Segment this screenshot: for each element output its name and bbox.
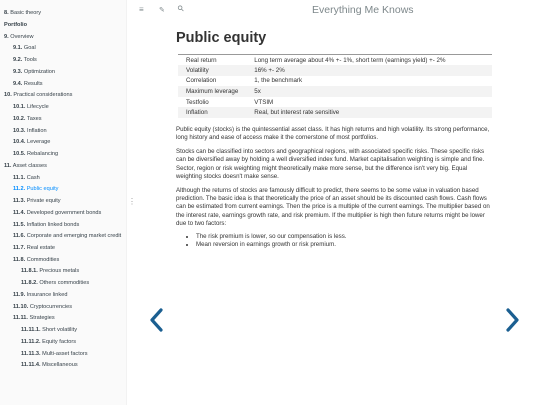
sidebar-item[interactable]	[0, 55, 127, 67]
sidebar-item-label: Short volatility	[42, 327, 77, 333]
sidebar-item-number: 11.11.2.	[21, 338, 41, 345]
sidebar-item[interactable]	[0, 266, 127, 278]
chevron-left-icon	[143, 305, 171, 335]
factor-list	[176, 233, 492, 250]
table-value-cell: 1, the benchmark	[254, 77, 303, 85]
table-key-cell: Real return	[186, 56, 217, 64]
table-value-cell: Long term average about 4% +- 1%, short term (earnings yield) +- 2%	[254, 56, 446, 64]
sidebar-item[interactable]	[0, 349, 127, 361]
table-row	[178, 107, 492, 118]
sidebar-item-label: Precious metals	[39, 268, 80, 275]
sidebar-item-label: Commodities	[26, 256, 60, 263]
search-icon[interactable]: ⚲	[175, 3, 187, 14]
sidebar-item[interactable]	[0, 220, 127, 232]
sidebar-item-number: 11.1.	[13, 174, 26, 181]
sidebar-item-label: Miscellaneous	[42, 362, 78, 369]
sidebar-item[interactable]	[0, 67, 127, 79]
sidebar-item-label: Rebalancing	[27, 151, 59, 157]
sidebar-item-number: 11.5.	[13, 221, 26, 228]
sidebar-item-label: Developed government bonds	[26, 209, 102, 216]
sidebar-item-label: Goal	[23, 45, 36, 52]
sidebar-item-number: 11.11.1.	[21, 327, 41, 333]
sidebar-item[interactable]	[0, 313, 127, 325]
sidebar-item-label: Basic theory	[10, 10, 42, 16]
sidebar-item-label: Real estate	[26, 244, 55, 251]
sidebar-item[interactable]	[0, 231, 127, 243]
sidebar-item-label: Practical considerations	[13, 92, 73, 99]
menu-toggle-icon[interactable]: ≡	[139, 5, 144, 14]
table-value-cell: Real, but interest rate sensitive	[246, 107, 492, 118]
sidebar	[0, 0, 127, 405]
sidebar-item-label: Inflation	[27, 127, 47, 134]
sidebar-item-label: Equity factors	[42, 338, 77, 345]
table-row	[178, 55, 492, 66]
page-content	[176, 30, 492, 249]
edit-icon[interactable]: ✎	[159, 7, 165, 14]
sidebar-item-label: Portfolio	[4, 21, 27, 28]
sidebar-item-label: Strategies	[29, 315, 55, 322]
sidebar-item-number: 8.	[4, 10, 9, 16]
table-key-cell: Testfolio	[186, 98, 209, 106]
sidebar-item-number: 11.11.	[13, 315, 28, 322]
paragraph-classification: Stocks can be classified into sectors and geographical regions, with associated specific risks. These specific risks can be diversified away by holding a well diversified index fund. Market capitalisation weighting is simple and fine. Sector, region or risk weighting might theoretically make more sense, but the difference isn't very big. Equal weighting stocks doesn't make sense.	[176, 147, 485, 181]
chevron-right-icon	[498, 305, 526, 335]
sidebar-item-label: Corporate and emerging market credit	[26, 233, 122, 240]
sidebar-item[interactable]	[0, 102, 127, 114]
table-value-cell: VTSIM	[254, 98, 274, 106]
sidebar-item[interactable]	[0, 32, 127, 44]
sidebar-item-label: Lifecycle	[27, 104, 49, 110]
table-row	[178, 86, 492, 97]
paragraph-intro: Public equity (stocks) is the quintessential asset class. It has high returns and high volatility. Its strong performance, long history and ease of access make it the cornerstone of most portfolios.	[176, 126, 490, 142]
table-key-cell: Inflation	[178, 107, 246, 118]
sidebar-item[interactable]	[0, 325, 127, 337]
sidebar-item-label: Asset classes	[12, 162, 47, 169]
list-item: • Mean reversion in earnings growth or risk premium.	[196, 241, 492, 249]
book-title[interactable]: Everything Me Knows	[312, 4, 414, 16]
sidebar-item-number: 11.9.	[13, 291, 26, 298]
sidebar-item-number: 11.2.	[13, 186, 26, 193]
sidebar-item-number: 11.7.	[13, 244, 26, 251]
sidebar-item-number: 10.1.	[13, 104, 26, 110]
list-item: • The risk premium is lower, so our compensation is less.	[196, 233, 492, 241]
sidebar-item-label: Insurance linked	[26, 291, 68, 298]
sidebar-item-number: 11.4.	[13, 209, 26, 216]
sidebar-item[interactable]	[0, 43, 127, 55]
sidebar-item-number: 11.	[4, 162, 12, 169]
sidebar-item[interactable]	[0, 20, 127, 32]
sidebar-item[interactable]	[0, 196, 127, 208]
table-row	[178, 65, 492, 76]
sidebar-item[interactable]	[0, 161, 127, 173]
sidebar-item[interactable]	[0, 243, 127, 255]
sidebar-item-label: Leverage	[27, 139, 51, 146]
sidebar-item-label: Results	[23, 80, 43, 87]
sidebar-item-number: 9.	[4, 33, 9, 40]
sidebar-item-number: 9.3.	[13, 68, 23, 75]
sidebar-item-number: 11.8.1.	[21, 268, 38, 275]
sidebar-item-label: Overview	[10, 33, 34, 40]
sidebar-item[interactable]	[0, 8, 127, 20]
sidebar-item-label: Taxes	[26, 115, 42, 122]
paragraph-valuation: Although the returns of stocks are famously difficult to predict, there seems to be some value in valuation based prediction. The basic idea is that theoretically the price of an asset should be its discounted cash flows. Cash flows can be estimated from current earnings. Then the price is a multiple of the current earnings. The multiplier based on the interest rate, earnings growth rate, and risk premium. If the multiplier is high then future returns might be lower due to two factors:	[176, 186, 490, 228]
page-title: Public equity	[176, 30, 267, 46]
sidebar-item-number: 11.6.	[13, 233, 26, 240]
sidebar-toc	[0, 8, 127, 372]
sidebar-item[interactable]	[0, 173, 127, 185]
table-value-cell: 16% +- 2%	[246, 65, 492, 76]
sidebar-item-number: 11.11.3.	[21, 350, 41, 357]
sidebar-item[interactable]	[0, 302, 127, 314]
sidebar-item[interactable]	[0, 79, 127, 91]
sidebar-item-label: Others commodities	[39, 280, 90, 286]
sidebar-item-label: Inflation linked bonds	[26, 221, 80, 228]
sidebar-resize-handle[interactable]: ⋮	[128, 197, 136, 206]
sidebar-item-label: Public equity	[26, 186, 59, 193]
table-key-cell: Maximum leverage	[178, 86, 246, 97]
sidebar-item[interactable]	[0, 278, 127, 290]
table-key-cell: Correlation	[186, 77, 217, 85]
sidebar-item-number: 10.	[4, 92, 12, 99]
table-value-cell: 5x	[246, 86, 492, 97]
sidebar-item-number: 11.3.	[13, 198, 26, 204]
sidebar-item[interactable]	[0, 290, 127, 302]
sidebar-item[interactable]	[0, 360, 127, 372]
sidebar-item-label: Multi-asset factors	[42, 350, 88, 357]
sidebar-item-number: 11.8.	[13, 256, 26, 263]
previous-page-button[interactable]	[143, 305, 171, 335]
next-page-button[interactable]	[498, 305, 526, 335]
table-key-cell: Volatility	[178, 65, 246, 76]
sidebar-item-number: 10.3.	[13, 127, 26, 134]
sidebar-item-number: 11.8.2.	[21, 280, 38, 286]
sidebar-item[interactable]	[0, 114, 127, 126]
sidebar-item[interactable]	[0, 90, 127, 102]
sidebar-item-number: 9.1.	[13, 45, 23, 52]
table-row	[178, 97, 492, 108]
sidebar-item-label: Private equity	[26, 198, 61, 204]
summary-table	[178, 54, 492, 118]
sidebar-item[interactable]	[0, 337, 127, 349]
sidebar-item[interactable]	[0, 149, 127, 161]
sidebar-item-number: 11.10.	[13, 303, 29, 310]
sidebar-item-number: 10.2.	[13, 115, 26, 122]
sidebar-item[interactable]	[0, 184, 127, 196]
sidebar-item-label: Optimization	[23, 68, 55, 75]
sidebar-item-label: Cryptocurrencies	[29, 303, 73, 310]
sidebar-item[interactable]	[0, 137, 127, 149]
toolbar	[127, 0, 540, 22]
sidebar-item-number: 11.11.4.	[21, 362, 41, 369]
sidebar-item-number: 9.2.	[13, 57, 23, 63]
sidebar-item[interactable]	[0, 208, 127, 220]
sidebar-item-number: 10.5.	[13, 151, 26, 157]
sidebar-item-number: 10.4.	[13, 139, 26, 146]
sidebar-item-label: Cash	[26, 174, 40, 181]
sidebar-item-number: 9.4.	[13, 80, 23, 87]
sidebar-item-label: Tools	[23, 57, 37, 63]
sidebar-item[interactable]	[0, 126, 127, 138]
table-row	[178, 76, 492, 87]
sidebar-item[interactable]	[0, 255, 127, 267]
